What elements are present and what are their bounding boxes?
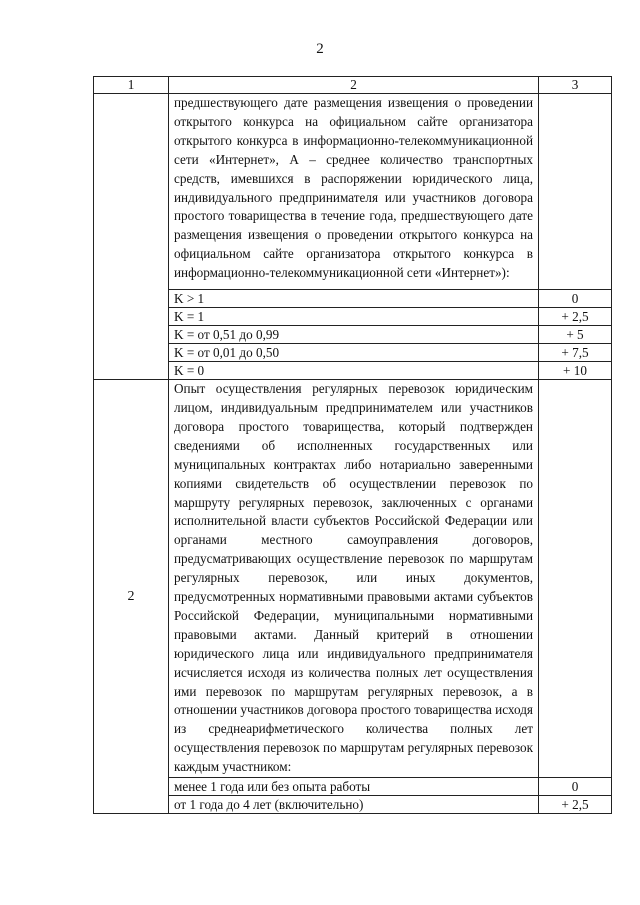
option-label: K = 1 bbox=[169, 308, 539, 326]
page-number: 2 bbox=[316, 41, 324, 57]
option-points: 0 bbox=[539, 778, 612, 796]
table-row bbox=[94, 94, 612, 290]
header-col-1: 1 bbox=[94, 77, 169, 94]
option-points: + 10 bbox=[539, 362, 612, 380]
points-empty-cell bbox=[539, 94, 612, 290]
criteria-table bbox=[93, 76, 612, 814]
option-points: + 2,5 bbox=[539, 308, 612, 326]
option-points: + 2,5 bbox=[539, 796, 612, 814]
row-number-cell: 2 bbox=[94, 380, 169, 814]
table-row bbox=[94, 362, 612, 380]
option-label: от 1 года до 4 лет (включительно) bbox=[169, 796, 539, 814]
table-row bbox=[94, 308, 612, 326]
table-row bbox=[94, 778, 612, 796]
option-label: менее 1 года или без опыта работы bbox=[169, 778, 539, 796]
option-label: K = 0 bbox=[169, 362, 539, 380]
table-row bbox=[94, 380, 612, 778]
option-points: + 7,5 bbox=[539, 344, 612, 362]
header-col-3: 3 bbox=[539, 77, 612, 94]
table-header-row bbox=[94, 77, 612, 94]
option-label: K = от 0,51 до 0,99 bbox=[169, 326, 539, 344]
option-points: + 5 bbox=[539, 326, 612, 344]
table-row bbox=[94, 796, 612, 814]
option-label: K = от 0,01 до 0,50 bbox=[169, 344, 539, 362]
row-number-cell bbox=[94, 94, 169, 380]
table-row bbox=[94, 326, 612, 344]
criterion-description: Опыт осуществления регулярных перевозок юридическим лицом, индивидуальным предпринимателем или участников договора простого товарищества, который подтвержден сведениями об исполненных государственных или муниципальных контрактах либо нотариально заверенными копиями свидетельств об осуществлении перевозок по маршруту регулярных перевозок, заключенных с органами исполнительной власти субъектов Российской Федерации или органами местного самоуправления договоров, предусматривающих осуществление перевозок по маршрутам регулярных перевозок, или иных документов, предусмотренных нормативными правовыми актами субъектов Российской Федерации, муниципальными нормативными правовыми актами. Данный критерий в отношении юридического лица или индивидуального предпринимателя исчисляется исходя из количества полных лет осуществления ими перевозок по маршрутам регулярных перевозок, а в отношении участников договора простого товарищества исходя из среднеарифметического количества полных лет осуществления перевозок по маршрутам регулярных перевозок каждым участником: bbox=[169, 380, 539, 778]
criterion-description: предшествующего дате размещения извещения о проведении открытого конкурса на официальном сайте организатора открытого конкурса в информационно-телекоммуникационной сети «Интернет», А – среднее количество транспортных средств, имевшихся в распоряжении юридического лица, индивидуального предпринимателя или участников договора простого товарищества в течение года, предшествующего дате размещения извещения о проведении открытого конкурса на официальном сайте организатора открытого конкурса в информационно-телекоммуникационной сети «Интернет»): bbox=[169, 94, 539, 290]
table-row bbox=[94, 344, 612, 362]
table-row bbox=[94, 290, 612, 308]
option-label: K > 1 bbox=[169, 290, 539, 308]
option-points: 0 bbox=[539, 290, 612, 308]
points-empty-cell bbox=[539, 380, 612, 778]
header-col-2: 2 bbox=[169, 77, 539, 94]
